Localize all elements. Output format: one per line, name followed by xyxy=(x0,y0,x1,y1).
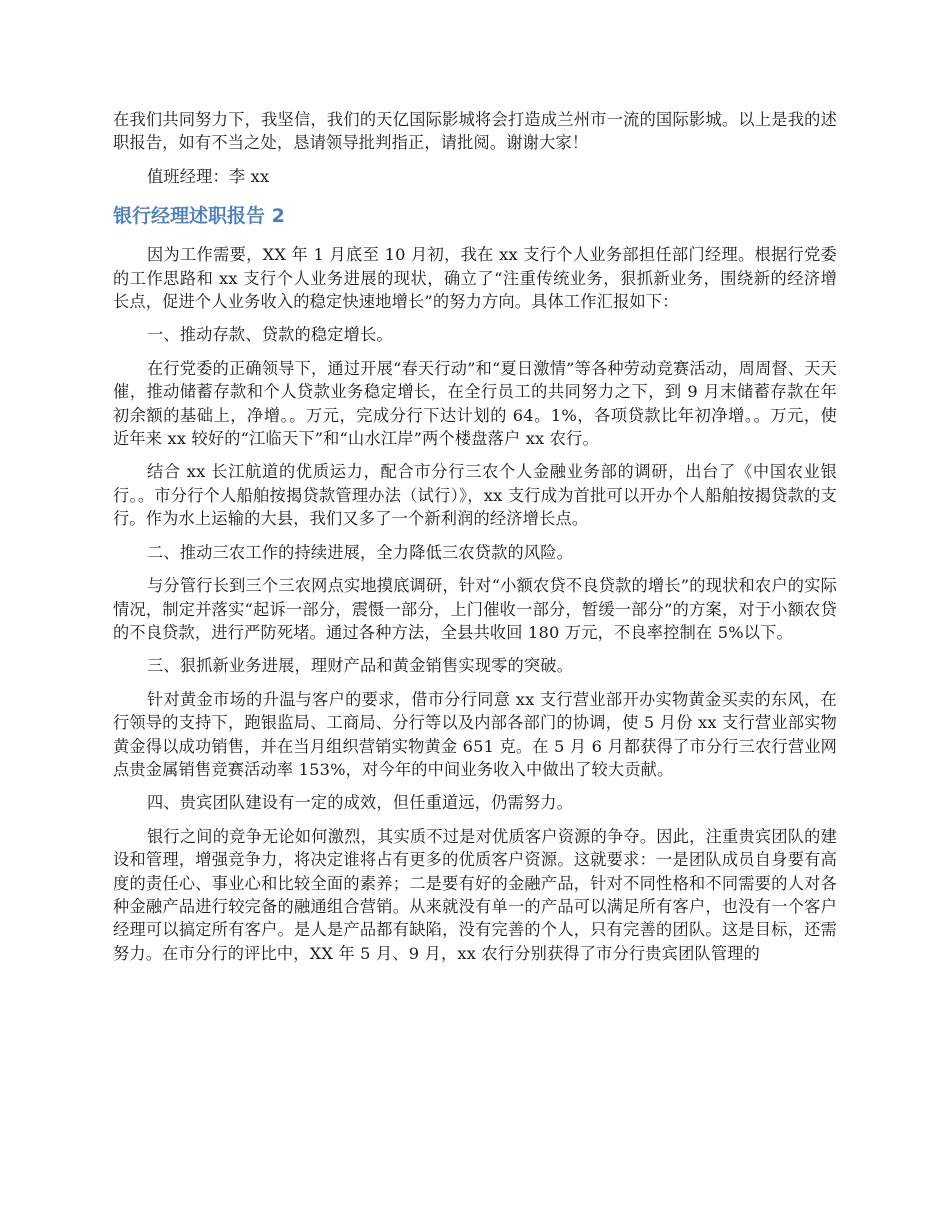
body-paragraph: 因为工作需要，XX 年 1 月底至 10 月初，我在 xx 支行个人业务部担任部门经理。根据行党委的工作思路和 xx 支行个人业务进展的现状，确立了“注重传统业务，狠抓新业务，围绕新的经济增长点，促进个人业务收入的稳定快速地增长”的努力方向。具体工作汇报如下： xyxy=(113,245,837,312)
subheading-paragraph: 二、推动三农工作的持续进展，全力降低三农贷款的风险。 xyxy=(147,542,574,562)
body-paragraph: 结合 xx 长江航道的优质运力，配合市分行三农个人金融业务部的调研，出台了《中国农业银行。。市分行个人船舶按揭贷款管理办法（试行）》，xx 支行成为首批可以开办个人船舶按揭贷款的支行。作为水上运输的大县，我们又多了一个新利润的经济增长点。 xyxy=(113,462,837,529)
body-paragraph: 在行党委的正确领导下，通过开展“春天行动”和“夏日激情”等各种劳动竞赛活动，周周督、天天催，推动储蓄存款和个人贷款业务稳定增长，在全行员工的共同努力之下，到 9 月末储蓄存款在年初余额的基础上，净增。。万元，完成分行下达计划的 64。1%，各项贷款比年初净增。。万元，使近年来 xx 较好的“江临天下”和“山水江岸”两个楼盘落户 xx 农行。 xyxy=(113,358,837,449)
body-paragraph: 针对黄金市场的升温与客户的要求，借市分行同意 xx 支行营业部开办实物黄金买卖的东风，在行领导的支持下，跑银监局、工商局、分行等以及内部各部门的协调，使 5 月份 xx 支行营业部实物黄金得以成功销售，并在当月组织营销实物黄金 651 克。在 5 月 6 月都获得了市分行三农行营业网点贵金属销售竞赛活动率 153%，对今年的中间业务收入中做出了较大贡献。 xyxy=(113,689,837,779)
body-paragraph: 银行之间的竞争无论如何激烈，其实质不过是对优质客户资源的争夺。因此，注重贵宾团队的建设和管理，增强竞争力，将决定谁将占有更多的优质客户资源。这就要求：一是团队成员自身要有高度的责任心、事业心和比较全面的素养；二是要有好的金融产品，针对不同性格和不同需要的人对各种金融产品进行较完备的融通组合营销。从来就没有单一的产品可以满足所有客户，也没有一个客户经理可以搞定所有客户。是人是产品都有缺陷，没有完善的个人，只有完善的团队。这是目标，还需努力。在市分行的评比中，XX 年 5 月、9 月，xx 农行分别获得了市分行贵宾团队管理的 xyxy=(113,826,837,963)
document-page xyxy=(113,108,837,965)
body-paragraph: 与分管行长到三个三农网点实地摸底调研，针对“小额农贷不良贷款的增长”的现状和农户的实际情况，制定并落实“起诉一部分，震慑一部分，上门催收一部分，暂缓一部分”的方案，对于小额农贷的不良贷款，进行严防死堵。通过各种方法，全县共收回 180 万元，不良率控制在 5%以下。 xyxy=(113,576,837,642)
signature-line: 值班经理：李 xx xyxy=(147,166,270,186)
subheading-paragraph: 一、推动存款、贷款的稳定增长。 xyxy=(147,325,393,345)
closing-paragraph: 在我们共同努力下，我坚信，我们的天亿国际影城将会打造成兰州市一流的国际影城。以上是我的述职报告，如有不当之处，恳请领导批判指正，请批阅。谢谢大家！ xyxy=(113,110,837,153)
subheading-paragraph: 三、狠抓新业务进展，理财产品和黄金销售实现零的突破。 xyxy=(147,656,574,676)
subheading-paragraph: 四、贵宾团队建设有一定的成效，但任重道远，仍需努力。 xyxy=(147,793,574,813)
section-heading: 银行经理述职报告 2 xyxy=(113,205,285,228)
